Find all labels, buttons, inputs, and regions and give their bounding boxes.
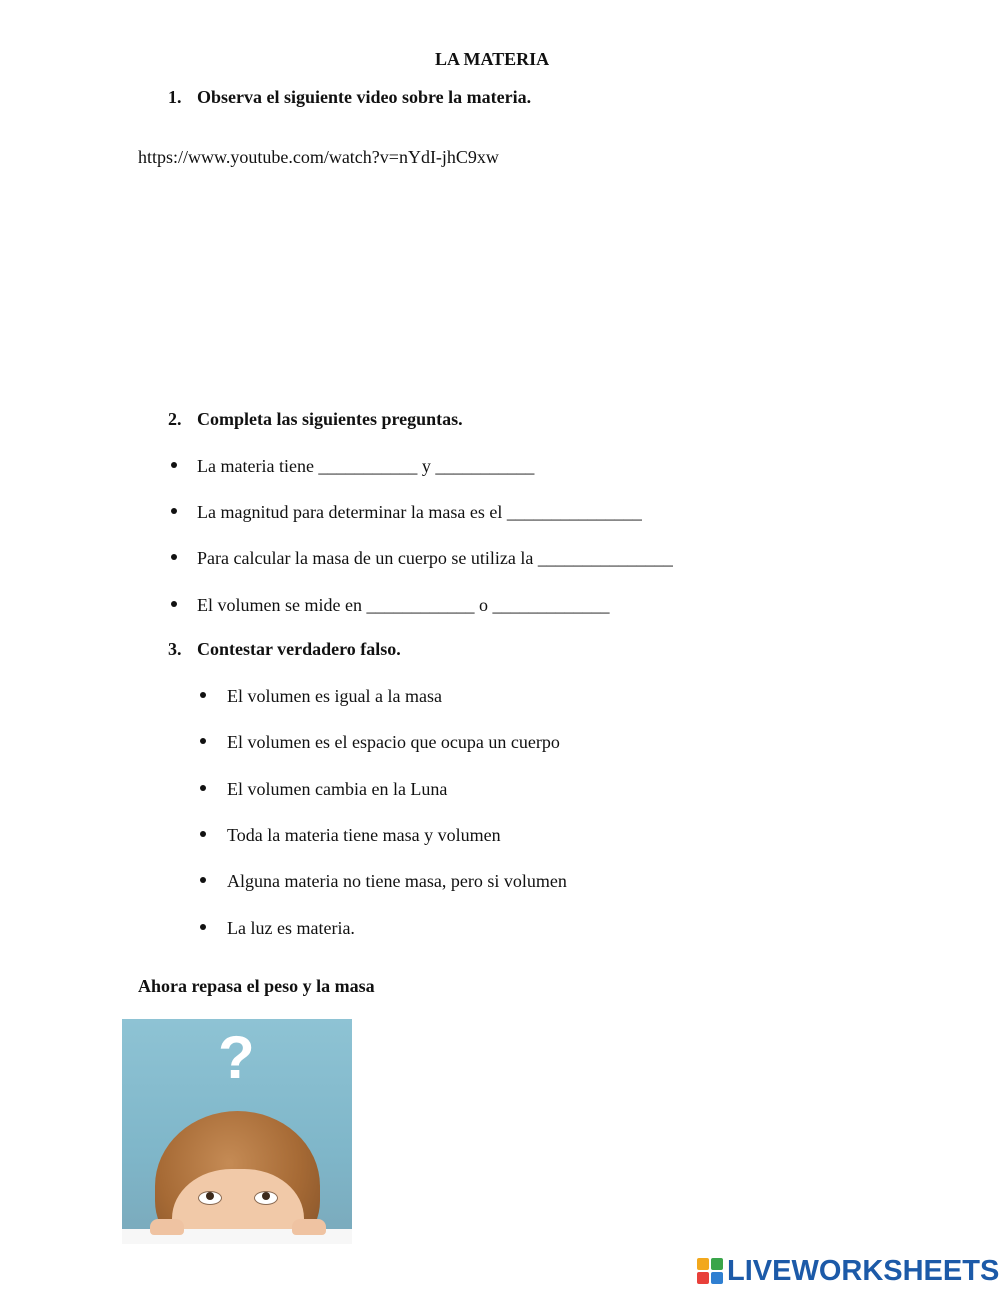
q2-item: Para calcular la masa de un cuerpo se utiliza la _______________	[197, 548, 673, 568]
bullet-icon	[200, 877, 206, 883]
bullet-icon	[171, 462, 177, 468]
q3-heading: Contestar verdadero falso.	[197, 639, 401, 659]
question-mark-icon: ?	[218, 1024, 255, 1091]
q3-item: La luz es materia.	[227, 918, 355, 938]
bullet-icon	[200, 785, 206, 791]
q1-heading: Observa el siguiente video sobre la materia.	[197, 87, 532, 107]
q2-heading: Completa las siguientes preguntas.	[197, 409, 463, 429]
bullet-icon	[171, 601, 177, 607]
q2-item: La magnitud para determinar la masa es el _______________	[197, 502, 642, 522]
q2-item: La materia tiene ___________ y ___________	[197, 456, 535, 476]
q2-number: 2.	[168, 409, 182, 429]
bullet-icon	[200, 831, 206, 837]
review-heading: Ahora repasa el peso y la masa	[138, 976, 375, 996]
child-question-image	[122, 1019, 352, 1244]
left-eye	[198, 1191, 222, 1205]
q2-item: El volumen se mide en ____________ o _____________	[197, 595, 610, 615]
q3-item: El volumen es igual a la masa	[227, 686, 442, 706]
left-hand	[150, 1219, 184, 1235]
q3-number: 3.	[168, 639, 182, 659]
video-link[interactable]: https://www.youtube.com/watch?v=nYdI-jhC9xw	[138, 147, 499, 167]
bullet-icon	[171, 554, 177, 560]
logo-blocks-icon	[697, 1258, 723, 1284]
bullet-icon	[200, 692, 206, 698]
q1-number: 1.	[168, 87, 182, 107]
bullet-icon	[200, 924, 206, 930]
logo-text: LIVEWORKSHEETS	[727, 1254, 1000, 1287]
q3-item: El volumen cambia en la Luna	[227, 779, 448, 799]
bullet-icon	[200, 738, 206, 744]
q3-item: Alguna materia no tiene masa, pero si volumen	[227, 871, 567, 891]
bullet-icon	[171, 508, 177, 514]
right-hand	[292, 1219, 326, 1235]
right-eye	[254, 1191, 278, 1205]
q3-item: Toda la materia tiene masa y volumen	[227, 825, 501, 845]
q3-item: El volumen es el espacio que ocupa un cuerpo	[227, 732, 560, 752]
page-title: LA MATERIA	[435, 49, 550, 69]
liveworksheets-logo	[697, 1254, 999, 1288]
